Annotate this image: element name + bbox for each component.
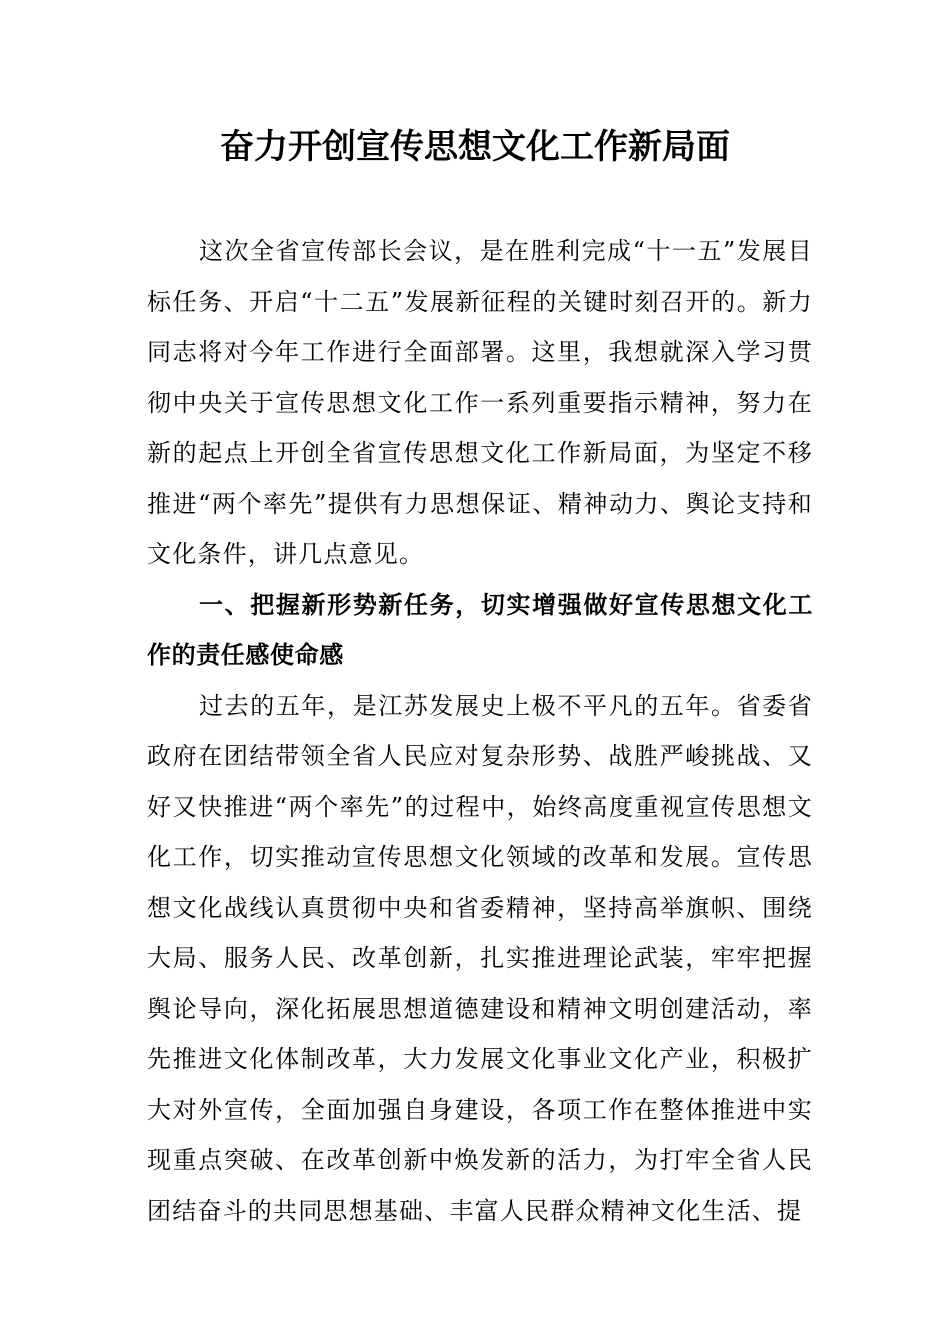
body-paragraph: 过去的五年，是江苏发展史上极不平凡的五年。省委省政府在团结带领全省人民应对复杂形势、战胜严峻挑战、又好又快推进“两个率先”的过程中，始终高度重视宣传思想文化工作，切实推动宣传思想文化领域的改革和发展。宣传思想文化战线认真贯彻中央和省委精神，坚持高举旗帜、围绕大局、服务人民、改革创新，扎实推进理论武装，牢牢把握舆论导向，深化拓展思想道德建设和精神文明创建活动，率先推进文化体制改革，大力发展文化事业文化产业，积极扩大对外宣传，全面加强自身建设，各项工作在整体推进中实现重点突破、在改革创新中焕发新的活力，为打牢全省人民团结奋斗的共同思想基础、丰富人民群众精神文化生活、提 [147, 691, 813, 1225]
section-heading: 一、把握新形势新任务，切实增强做好宣传思想文化工作的责任感使命感 [147, 590, 813, 669]
intro-paragraph: 这次全省宣传部长会议，是在胜利完成“十一五”发展目标任务、开启“十二五”发展新征程的关键时刻召开的。新力同志将对今年工作进行全面部署。这里，我想就深入学习贯彻中央关于宣传思想文化工作一系列重要指示精神，努力在新的起点上开创全省宣传思想文化工作新局面，为坚定不移推进“两个率先”提供有力思想保证、精神动力、舆论支持和文化条件，讲几点意见。 [147, 237, 813, 568]
document-title: 奋力开创宣传思想文化工作新局面 [220, 127, 730, 167]
document-body [147, 226, 813, 1236]
